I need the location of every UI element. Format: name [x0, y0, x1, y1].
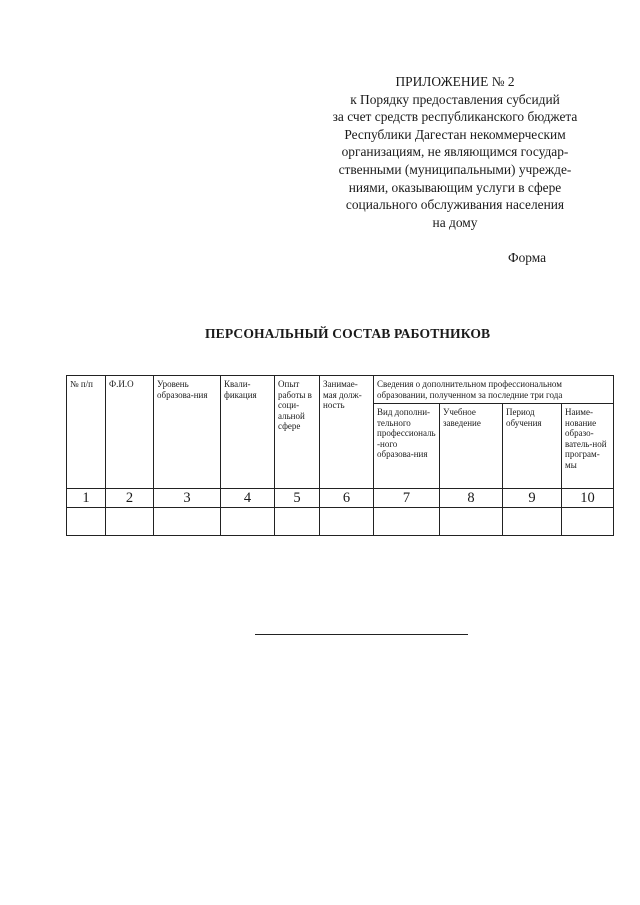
empty-cell[interactable] [320, 508, 374, 536]
appendix-line: на дому [432, 214, 478, 230]
header-row [67, 376, 614, 404]
header-cell-name: Ф.И.О [106, 376, 154, 489]
appendix-line: к Порядку предоставления субсидий [350, 91, 560, 107]
header-cell-experience: Опыт работы в соци-альной сфере [275, 376, 320, 489]
appendix-line: ственными (муниципальными) учрежде- [338, 161, 572, 177]
column-number: 10 [562, 489, 614, 508]
column-number: 1 [67, 489, 106, 508]
empty-data-row [67, 508, 614, 536]
appendix-title: ПРИЛОЖЕНИЕ № 2 [395, 74, 515, 89]
appendix-line: организациям, не являющимся государ- [341, 144, 569, 160]
empty-cell[interactable] [221, 508, 275, 536]
column-number: 5 [275, 489, 320, 508]
empty-cell[interactable] [154, 508, 221, 536]
empty-cell[interactable] [440, 508, 503, 536]
appendix-block [300, 73, 610, 231]
subheader-cell-program-name: Наиме-нование образо-ватель-ной програм-мы [562, 404, 614, 489]
subheader-cell-period: Период обучения [503, 404, 562, 489]
empty-cell[interactable] [67, 508, 106, 536]
column-number: 9 [503, 489, 562, 508]
header-cell-position: Занимае-мая долж-ность [320, 376, 374, 489]
signature-line [255, 634, 468, 635]
subheader-cell-education-type: Вид дополни-тельного профессиональ-ного образова-ния [374, 404, 440, 489]
column-number: 3 [154, 489, 221, 508]
empty-cell[interactable] [562, 508, 614, 536]
header-cell-education-level: Уровень образова-ния [154, 376, 221, 489]
column-number: 8 [440, 489, 503, 508]
staff-table [66, 375, 614, 536]
column-number: 7 [374, 489, 440, 508]
appendix-line: ниями, оказывающим услуги в сфере [348, 179, 562, 195]
header-cell-number: № п/п [67, 376, 106, 489]
empty-cell[interactable] [275, 508, 320, 536]
column-number: 2 [106, 489, 154, 508]
subheader-cell-institution: Учебное заведение [440, 404, 503, 489]
header-cell-additional-education: Сведения о дополнительном профессиональном образовании, полученном за последние три года [374, 376, 614, 404]
empty-cell[interactable] [374, 508, 440, 536]
document-title: ПЕРСОНАЛЬНЫЙ СОСТАВ РАБОТНИКОВ [205, 326, 491, 341]
appendix-line: за счет средств республиканского бюджета [332, 109, 578, 125]
header-cell-qualification: Квали-фикация [221, 376, 275, 489]
appendix-line: социального обслуживания населения [345, 197, 565, 213]
appendix-line: Республики Дагестан некоммерческим [344, 126, 566, 142]
empty-cell[interactable] [106, 508, 154, 536]
form-label: Форма [508, 250, 547, 265]
column-number: 4 [221, 489, 275, 508]
column-number-row [67, 489, 614, 508]
empty-cell[interactable] [503, 508, 562, 536]
column-number: 6 [320, 489, 374, 508]
